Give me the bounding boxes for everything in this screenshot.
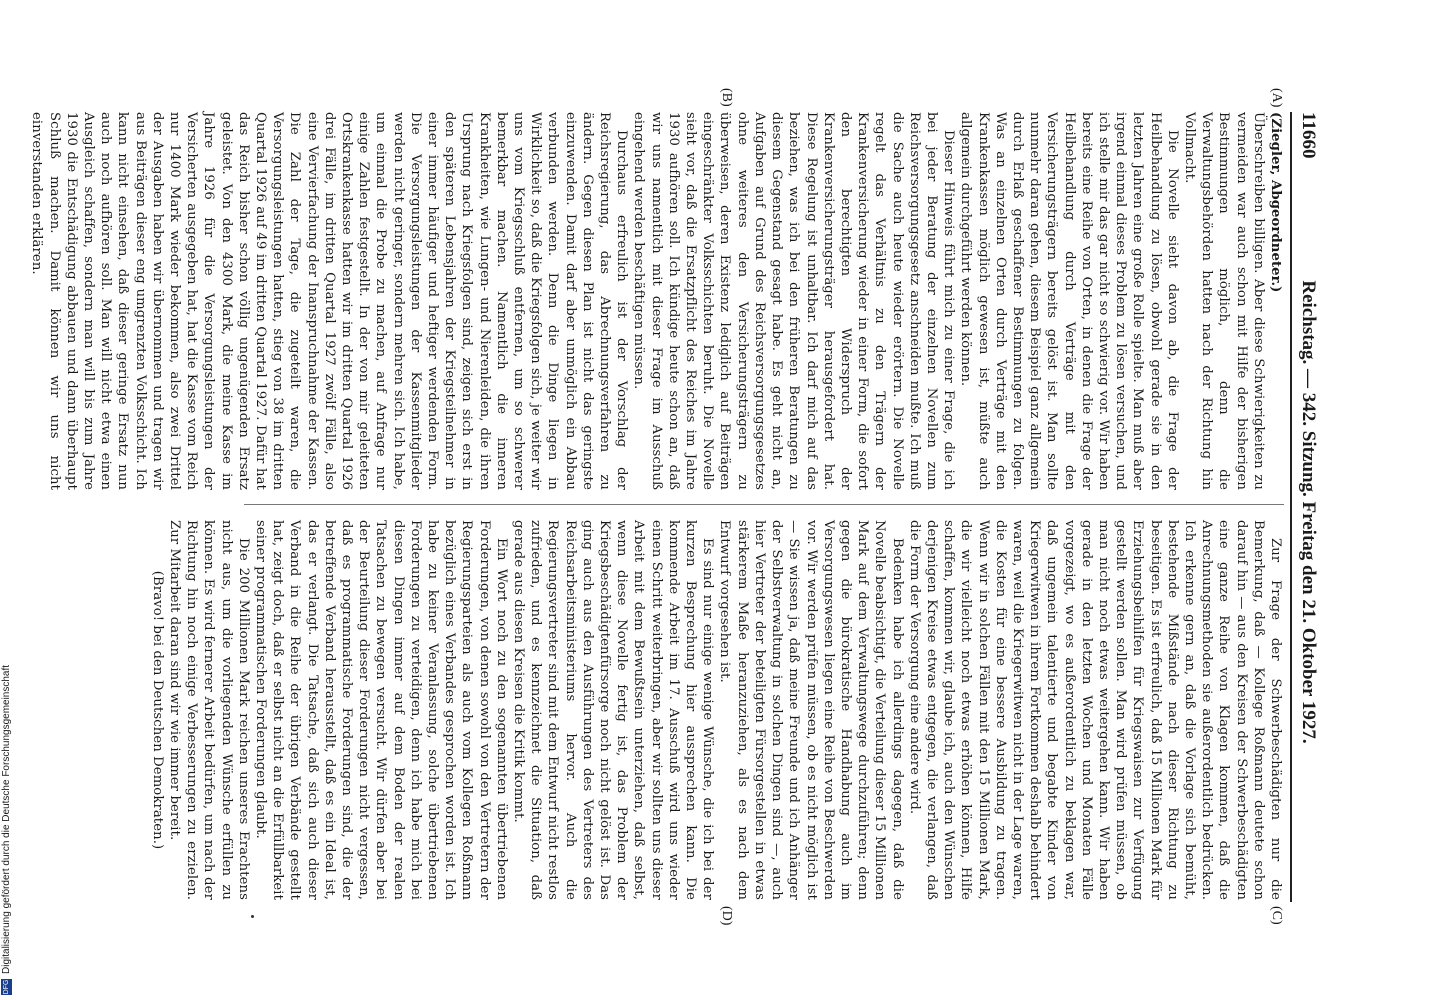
margin-letter-d: (D) bbox=[719, 906, 734, 926]
page-header bbox=[1289, 112, 1319, 912]
margin-letter-b: (B) bbox=[719, 88, 734, 107]
page-number: 11660 bbox=[1298, 112, 1319, 159]
paragraph: Überschreiben billigen. Aber diese Schwierigkeiten zu vermeiden war auch schon mit Hilfe der bisherigen Bestimmungen möglich, denn die Verwaltungsbehörden hatten nach der Richtung hin Vollmacht. bbox=[1181, 112, 1266, 490]
paragraph: Bedenken habe ich allerdings dagegen, daß die Novelle beabsichtigt, die Verteilung dieser 15 Millionen Mark auf dem Verwaltungswege durchzuführen; denn gegen die bürokratische Handhabung auch im Versorgungswesen liegen eine Reihe von Beschwerden vor. Wir werden prüfen müssen, ob es nicht möglich ist — Sie wissen ja, daß meine Freunde und ich Anhänger der Selbstverwaltung in solchen Dingen sind —, auch hier Vertreter der beteiligten Fürsorgestellen in etwas stärkerem Maße heranzuziehen, als es nach dem Entwurf vorgesehen ist. bbox=[717, 520, 905, 900]
paragraph: Dieser Hinweis führt mich zu einer Frage, die ich bei jeder Beratung der einzelnen Novellen zum Reichsversorgungsgesetz anschneiden mußte. Ich muß die Sache auch heute wieder erörtern. Die Novelle regelt das Verhältnis zu den Trägern der Krankenversicherung wieder in einer Form, die sofort den berechtigten Widerspruch der Krankenversicherungsträger herausgefordert hat. Diese Regelung ist unhaltbar. Ich darf mich auf das beziehen, was ich bei den früheren Beratungen zu diesem Gegenstand gesagt habe. Es geht nicht an, Aufgaben auf Grund des Reichsversorgungsgesetzes ohne weiteres den Versicherungsträgern zu überweisen, deren Existenz lediglich auf Beiträgen eingeschränkter Volksschichten beruht. Die Novelle sieht vor, daß die Ersatzpflicht des Reiches im Jahre 1930 aufhören soll. Ich kündige heute schon an, daß wir uns namentlich mit dieser Frage im Ausschuß eingehend werden beschäftigen müssen. bbox=[631, 112, 957, 490]
paragraph: Die Novelle sieht davon ab, die Frage der Heilbehandlung zu lösen, obwohl gerade sie in den letzten Jahren eine große Rolle spielte. Man muß aber irgend einmal dieses Problem zu lösen versuchen, und ich stelle mir das gar nicht so schwierig vor. Wir haben bereits eine Reihe von Orten, in denen die Frage der Heilbehandlung durch Verträge mit den Versicherungsträgern bereits gelöst ist. Man sollte nunmehr daran gehen, diesem Beispiel ganz allgemein durch Erlaß geschaffener Bestimmungen zu folgen. Was an einzelnen Orten durch Verträge mit den Krankenkassen möglich gewesen ist, müßte auch allgemein durchgeführt werden können. bbox=[958, 112, 1180, 490]
paragraph: Ein Wort noch zu den sogenannten übertriebenen Forderungen, von denen sowohl von den Vertretern der Regierungsparteien als auch vom Kollegen Roßmann bezüglich eines Verbandes gesprochen worden ist. Ich habe zu keiner Veranlassung, solche übertriebenen Forderungen zu verteidigen, denn ich habe mich bei diesen Dingen immer auf dem Boden der realen Tatsachen zu bewegen versucht. Wir dürfen aber bei der Beurteilung dieser Forderungen nicht vergessen, daß es programmatische Forderungen sind, die der betreffende Verband herausstellt, daß es ein Ideal ist, das er verlangt. Die Tatsache, daß sich auch dieser Verband in die Reihe der übrigen Verbände gestellt hat, zeigt doch, daß er selbst nicht an die Erfüllbarkeit seiner programmatischen Forderungen glaubt. bbox=[253, 520, 509, 900]
dfg-logo-icon: DFG bbox=[3, 979, 10, 995]
paragraph: Durchaus erfreulich ist der Vorschlag der Reichsregierung, das Abrechnungsverfahren zu ändern. Gegen diesen Plan ist nicht das geringste einzuwenden. Damit darf aber unmöglich ein Abbau verbunden werden. Denn die Dinge liegen in Wirklichkeit so, daß die Kriegsfolgen sich, je weiter wir uns vom Kriegsschluß entfernen, um so schwerer bemerkbar machen. Namentlich die inneren Krankheiten, wie Lungen- und Nierenleiden, die ihren Ursprung nach Kriegsfolgen sind, zeigen sich erst in den späteren Lebensjahren der Kriegsteilnehmer in einer immer häufiger und heftiger werdenden Form. Die Versorgungsleistungen der Kassenmitglieder werden nicht geringer, sondern mehren sich. Ich habe, um einmal die Probe zu machen, auf Anfrage nur einige Zahlen festgestellt. In der von mir geleiteten Ortskrankenkasse hatten wir im dritten Quartal 1926 drei Fälle, im dritten Quartal 1927 zwölf Fälle, also eine Vervierfachung der Inanspruchnahme der Kassen. Die Zahl der Tage, die zugeteilt waren, die Versorgungsleistungen hatten, stieg von 38 im dritten Quartal 1926 auf 49 im dritten Quartal 1927. Dafür hat das Reich bisher schon völlig ungenügenden Ersatz geleistet. Von den 4300 Mark, die meine Kasse im Jahre 1926 für die Versorgungsleistungen der Versicherten ausgegeben hat, hat die Kasse vom Reich nur 1400 Mark wieder bekommen, also zwei Drittel der Ausgaben haben wir übernommen und tragen wir aus Beiträgen dieser eng umgrenzten Volksschicht. Ich kann nicht einsehen, daß dieser geringe Ersatz nun auch noch aufhören soll. Man will nicht etwa einen Ausgleich schaffen, sondern man will bis zum Jahre 1930 die Entschädigung abbauen und dann überhaupt Schluß machen. Damit können wir uns nicht einverstanden erklären. bbox=[29, 112, 630, 490]
margin-letter-c: (C) bbox=[1269, 906, 1284, 925]
margin-dot bbox=[251, 915, 254, 918]
footer-strip bbox=[0, 0, 14, 1000]
column-divider bbox=[244, 504, 1284, 505]
right-column bbox=[149, 520, 1284, 900]
paragraph: Die 200 Millionen Mark reichen unseres Erachtens nicht aus, um die vorliegenden Wünsche erfüllen zu können. Es wird fernerer Arbeit bedürfen, um nach der Richtung hin noch einige Verbesserungen zu erzielen. Zur Mitarbeit daran sind wir wie immer bereit. bbox=[167, 520, 251, 900]
footer bbox=[1, 395, 12, 995]
margin-letter-a: (A) bbox=[1269, 88, 1284, 108]
header-rule bbox=[1290, 112, 1292, 902]
closing-remark: (Bravo! bei den Deutschen Demokraten.) bbox=[149, 570, 165, 850]
paragraph: Es sind nur einige wenige Wünsche, die ich bei der kurzen Besprechung hier aussprechen kann. Die kommende Arbeit im 17. Ausschuß wird uns wieder einen Schritt weiterbringen, aber wir sollten uns dieser Arbeit mit dem Bewußtsein unterziehen, daß selbst, wenn diese Novelle fertig ist, das Problem der Kriegsbeschädigtenfürsorge noch nicht gelöst ist. Das ging auch aus den Ausführungen des Vertreters des Reichsarbeitsministeriums hervor. Auch die Regierungsvertreter sind mit dem Entwurf nicht restlos zufrieden, und es kennzeichnet die Situation, daß gerade aus diesen Kreisen die Kritik kommt. bbox=[511, 520, 716, 900]
speaker-label: (Ziegler, Abgeordneter.) bbox=[1268, 112, 1283, 293]
paragraph: Zur Frage der Schwerbeschädigten nur die Bemerkung, daß — Kollege Roßmann deutete schon darauf hin — aus den Kreisen der Schwerbeschädigten eine ganze Reihe von Klagen kommen, daß die Anrechnungsmethoden sie außerordentlich bedrücken. Ich erkenne gern an, daß die Vorlage sich bemüht, bestehende Mißstände nach dieser Richtung zu beseitigen. Es ist erfreulich, daß 15 Millionen Mark für Erziehungsbeihilfen für Kriegswaisen zur Verfügung gestellt werden sollen. Man wird prüfen müssen, ob man nicht noch etwas weitergehen kann. Wir haben gerade in den letzten Wochen und Monaten Fälle vorgezeigt, wo es außerordentlich zu beklagen war, daß ungemein talentierte und begabte Kinder von Kriegerwitwen in ihrem Fortkommen deshalb behindert waren, weil die Kriegerwitwen nicht in der Lage waren, die Kosten für eine bessere Ausbildung zu tragen. Wenn wir in solchen Fällen mit den 15 Millionen Mark, die wir vielleicht noch etwas erhöhen können, Hilfe schaffen, kommen wir, glaube ich, auch den Wünschen derjenigen Kreise etwas entgegen, die verlangen, daß die Form der Versorgung eine andere wird. bbox=[906, 520, 1283, 900]
page-title: Reichstag. — 342. Sitzung. Freitag den 21. Oktober 1927. bbox=[1298, 280, 1319, 744]
footer-text: Digitalisierung gefördert durch die Deutsche Forschungsgemeinschaft bbox=[1, 664, 13, 974]
left-column bbox=[28, 112, 1284, 490]
